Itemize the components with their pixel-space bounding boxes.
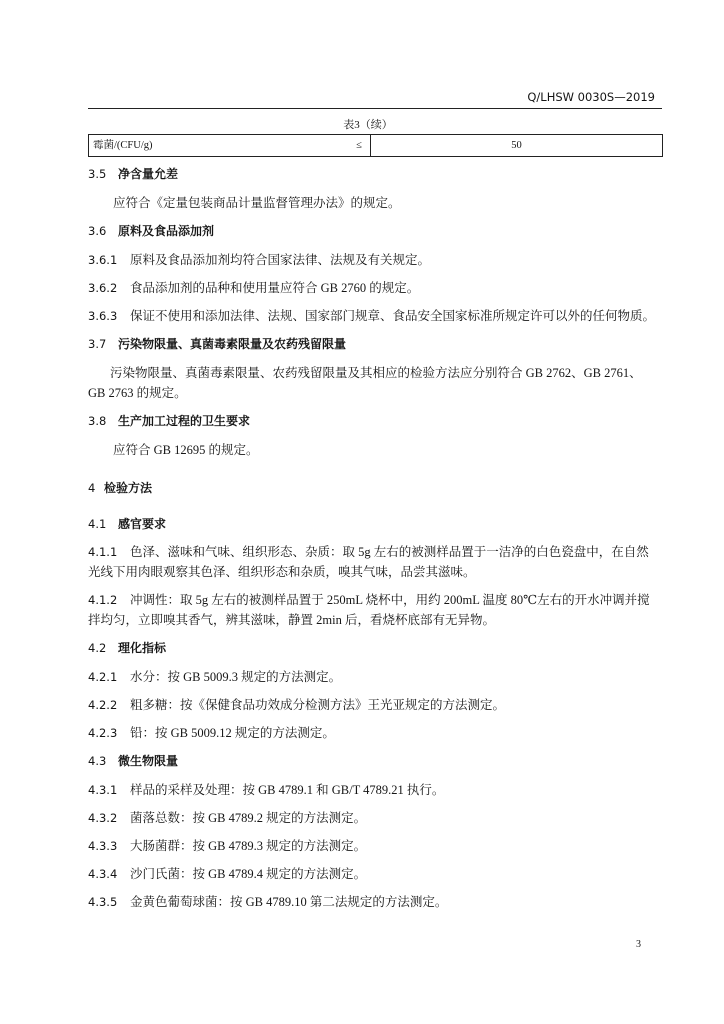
clause-number: 4.1.1 [88, 545, 118, 559]
chapter-title: 检验方法 [104, 481, 153, 495]
document-code: Q/LHSW 0030S—2019 [527, 90, 655, 104]
clause-number: 4.3.3 [88, 839, 118, 853]
clause-number: 4.2.3 [88, 726, 118, 740]
clause-title: 生产加工过程的卫生要求 [118, 414, 251, 428]
subclause-text: 菌落总数：按 GB 4789.2 规定的方法测定。 [130, 811, 367, 825]
clause-number: 4.1 [88, 517, 107, 531]
clause-number: 4.3.1 [88, 783, 118, 797]
subclause-text: 冲调性：取 5g 左右的被测样品置于 250mL 烧杯中，用约 200mL 温度 80℃左右的开水冲调并搅 [130, 593, 650, 607]
subclause-continuation: 拌均匀，立即嗅其香气，辨其滋味，静置 2min 后，看烧杯底部有无异物。 [88, 613, 495, 627]
table-cell-value: 50 [511, 140, 522, 151]
subclause-text: 原料及食品添加剂均符合国家法律、法规及有关规定。 [130, 253, 431, 267]
table-cell-item: 霉菌/(CFU/g) [93, 140, 153, 151]
clause-number: 4.3.2 [88, 811, 118, 825]
page-number: 3 [636, 939, 641, 950]
clause-number: 4.3 [88, 754, 107, 768]
subclause-text: 水分：按 GB 5009.3 规定的方法测定。 [130, 670, 342, 684]
subclause-text: 样品的采样及处理：按 GB 4789.1 和 GB/T 4789.21 执行。 [130, 783, 445, 797]
limits-table [88, 134, 663, 157]
clause-title: 污染物限量、真菌毒素限量及农药残留限量 [118, 337, 347, 351]
chapter-number: 4 [88, 481, 96, 495]
subclause-text: 铅：按 GB 5009.12 规定的方法测定。 [130, 726, 335, 740]
clause-title: 理化指标 [118, 641, 167, 655]
clause-title: 原料及食品添加剂 [118, 224, 215, 238]
clause-title: 感官要求 [118, 517, 167, 531]
subclause-text: 沙门氏菌：按 GB 4789.4 规定的方法测定。 [130, 867, 367, 881]
table-cell-operator: ≤ [356, 140, 362, 151]
clause-paragraph-line: GB 2763 的规定。 [88, 386, 187, 400]
clause-title: 微生物限量 [118, 754, 179, 768]
clause-number: 4.1.2 [88, 593, 118, 607]
clause-title: 净含量允差 [118, 167, 179, 181]
subclause-text: 大肠菌群：按 GB 4789.3 规定的方法测定。 [130, 839, 367, 853]
clause-number: 3.6.2 [88, 281, 118, 295]
clause-number: 3.5 [88, 167, 107, 181]
subclause-text: 食品添加剂的品种和使用量应符合 GB 2760 的规定。 [130, 281, 420, 295]
subclause-text: 色泽、滋味和气味、组织形态、杂质：取 5g 左右的被测样品置于一洁净的白色瓷盘中，在自然 [130, 545, 649, 559]
clause-number: 4.2.1 [88, 670, 118, 684]
clause-number: 4.3.4 [88, 867, 118, 881]
subclause-text: 粗多糖：按《保健食品功效成分检测方法》王光亚规定的方法测定。 [130, 698, 506, 712]
clause-paragraph: 应符合《定量包装商品计量监督管理办法》的规定。 [113, 196, 401, 210]
subclause-text: 保证不使用和添加法律、法规、国家部门规章、食品安全国家标准所规定许可以外的任何物质。 [130, 309, 656, 323]
clause-number: 4.2 [88, 641, 107, 655]
subclause-continuation: 光线下用肉眼观察其色泽、组织形态和杂质，嗅其气味，品尝其滋味。 [88, 565, 476, 579]
header-rule [88, 108, 662, 109]
clause-number: 4.2.2 [88, 698, 118, 712]
clause-paragraph: 应符合 GB 12695 的规定。 [113, 443, 259, 457]
clause-paragraph-line: 污染物限量、真菌毒素限量、农药残留限量及其相应的检验方法应分别符合 GB 2762、GB 2761、 [110, 366, 642, 380]
clause-number: 3.6 [88, 224, 107, 238]
clause-number: 3.8 [88, 414, 107, 428]
subclause-text: 金黄色葡萄球菌：按 GB 4789.10 第二法规定的方法测定。 [130, 895, 448, 909]
table-caption: 表3（续） [343, 119, 393, 131]
clause-number: 4.3.5 [88, 895, 118, 909]
clause-number: 3.6.1 [88, 253, 118, 267]
clause-number: 3.7 [88, 337, 107, 351]
clause-number: 3.6.3 [88, 309, 118, 323]
